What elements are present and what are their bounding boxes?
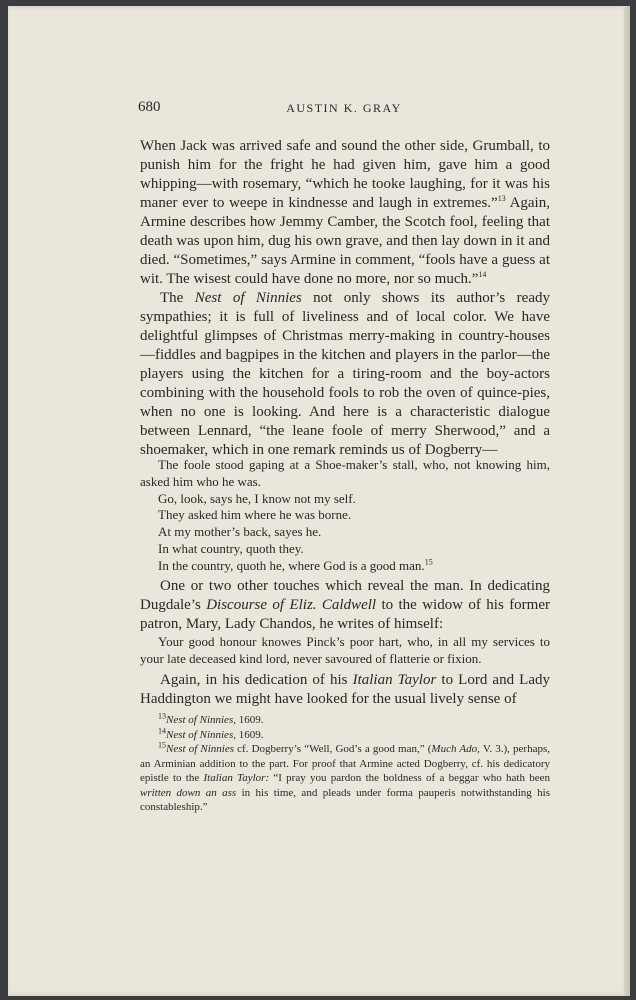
page-fold-shadow (624, 6, 630, 996)
footnote-15-text-2: V. 3.), perhaps, an Arminian addition to the part. For proof that Armine acted Dogberry, cf. his dedicatory epistle to the (140, 743, 551, 784)
footnote-14 (140, 725, 550, 743)
quote-intro: The foole stood gaping at a Shoe-maker’s stall, who, not knowing him, asked him who he was. (140, 457, 550, 489)
p3-text-a: One or two other touches which reveal the man. In dedicating Dugdale’s (140, 578, 550, 613)
block-quote-dedication (140, 634, 550, 668)
p2-text-a: The (160, 290, 195, 306)
footnote-13-number: 13 (158, 711, 166, 721)
book-page (8, 6, 630, 996)
footnote-13 (140, 713, 550, 728)
footnote-15-italic-1: Much Ado, (431, 743, 480, 755)
quote-line-3: At my mother’s back, sayes he. (158, 524, 322, 540)
footnote-14-title: Nest of Ninnies, (166, 728, 236, 741)
body-block-3 (140, 671, 550, 709)
page-number: 680 (138, 99, 161, 115)
block-quote-dialogue (140, 457, 550, 575)
p2-text-b: not only shows its author’s ready sympathies; it is full of liveliness and of local color. We have delightful glimpses of Christmas merry-making in country-houses—fiddles and bagpipes in the kitchen and players in the parlor—the players using the kitchen for a tiring-room and the boy-actors combining with the household fools to rob the oven of quince-pies, when no one is looking. And here is a characteristic dialogue between Lennard, “the leane foole of merry Sherwood,” and a shoemaker, which in one remark reminds us of Dogberry— (140, 290, 550, 458)
footnote-13-title: Nest of Ninnies, (166, 714, 236, 726)
p4-text-a: Again, in his dedication of his (160, 672, 353, 688)
paragraph-4 (140, 671, 550, 709)
p4-text-b: to Lord and Lady Haddington we might have looked for the usual lively sense of (140, 672, 550, 707)
footnote-15-text-4: in his time, and pleads under forma pauperis notwithstanding his constableship.” (140, 786, 550, 813)
footnote-14-text: 1609. (235, 728, 264, 741)
p1-text-a: When Jack was arrived safe and sound the other side, Grumball, to punish him for the fright he had given him, gave him a good whipping—with rosemary, “which he tooke laughing, for it was his maner ever to weepe in kindnesse and laugh in extremes.” (140, 138, 550, 211)
footnote-15-italic-2: Italian Taylor: (203, 772, 270, 784)
running-head: AUSTIN K. GRAY (286, 101, 402, 115)
footnotes (140, 713, 550, 815)
page-header (138, 99, 550, 121)
footnote-15-number: 15 (158, 740, 166, 750)
footnote-ref-13: 13 (497, 194, 506, 203)
footnote-15-text-3: “I pray you pardon the boldness of a beggar who hath been (269, 772, 550, 784)
book-title-nest-of-ninnies: Nest of Ninnies (194, 290, 302, 306)
footnote-ref-15: 15 (424, 557, 433, 567)
body-block-1 (140, 137, 550, 460)
quote-line-5-text: In the country, quoth he, where God is a good man. (158, 557, 425, 573)
quote-line-5 (140, 558, 550, 575)
footnote-15 (140, 742, 550, 815)
footnote-14-number: 14 (158, 725, 166, 735)
paragraph-2 (140, 289, 550, 460)
p1-text-b: Again, Armine describes how Jemmy Camber, the Scotch fool, feeling that death was upon him, dug his own grave, and then lay down in it and died. “Sometimes,” says Armine in comment, “fools have a guess at wit. The wisest could have done no more, nor so much.” (140, 195, 550, 287)
body-block-2 (140, 577, 550, 634)
quote-line-1: Go, look, says he, I know not my self. (158, 490, 356, 506)
dedication-quote: Your good honour knowes Pinck’s poor hart, who, in all my services to your late deceased kind lord, never savoured of flatterie or fixion. (140, 634, 550, 666)
book-title-discourse: Discourse of Eliz. Caldwell (206, 597, 377, 613)
footnote-15-title: Nest of Ninnies (166, 743, 234, 755)
quote-line-4: In what country, quoth they. (158, 540, 304, 556)
footnote-ref-14: 14 (478, 270, 487, 279)
paragraph-3 (140, 577, 550, 634)
footnote-13-text: 1609. (235, 714, 264, 726)
paragraph-1 (140, 137, 550, 289)
footnote-15-italic-3: written down an ass (140, 786, 237, 799)
p3-text-b: to the widow of his former patron, Mary, Lady Chandos, he writes of himself: (140, 597, 550, 632)
book-title-italian-taylor: Italian Taylor (352, 672, 437, 688)
quote-line-2: They asked him where he was borne. (158, 507, 352, 523)
footnote-15-text-1: cf. Dogberry’s “Well, God’s a good man,” ( (234, 743, 432, 755)
